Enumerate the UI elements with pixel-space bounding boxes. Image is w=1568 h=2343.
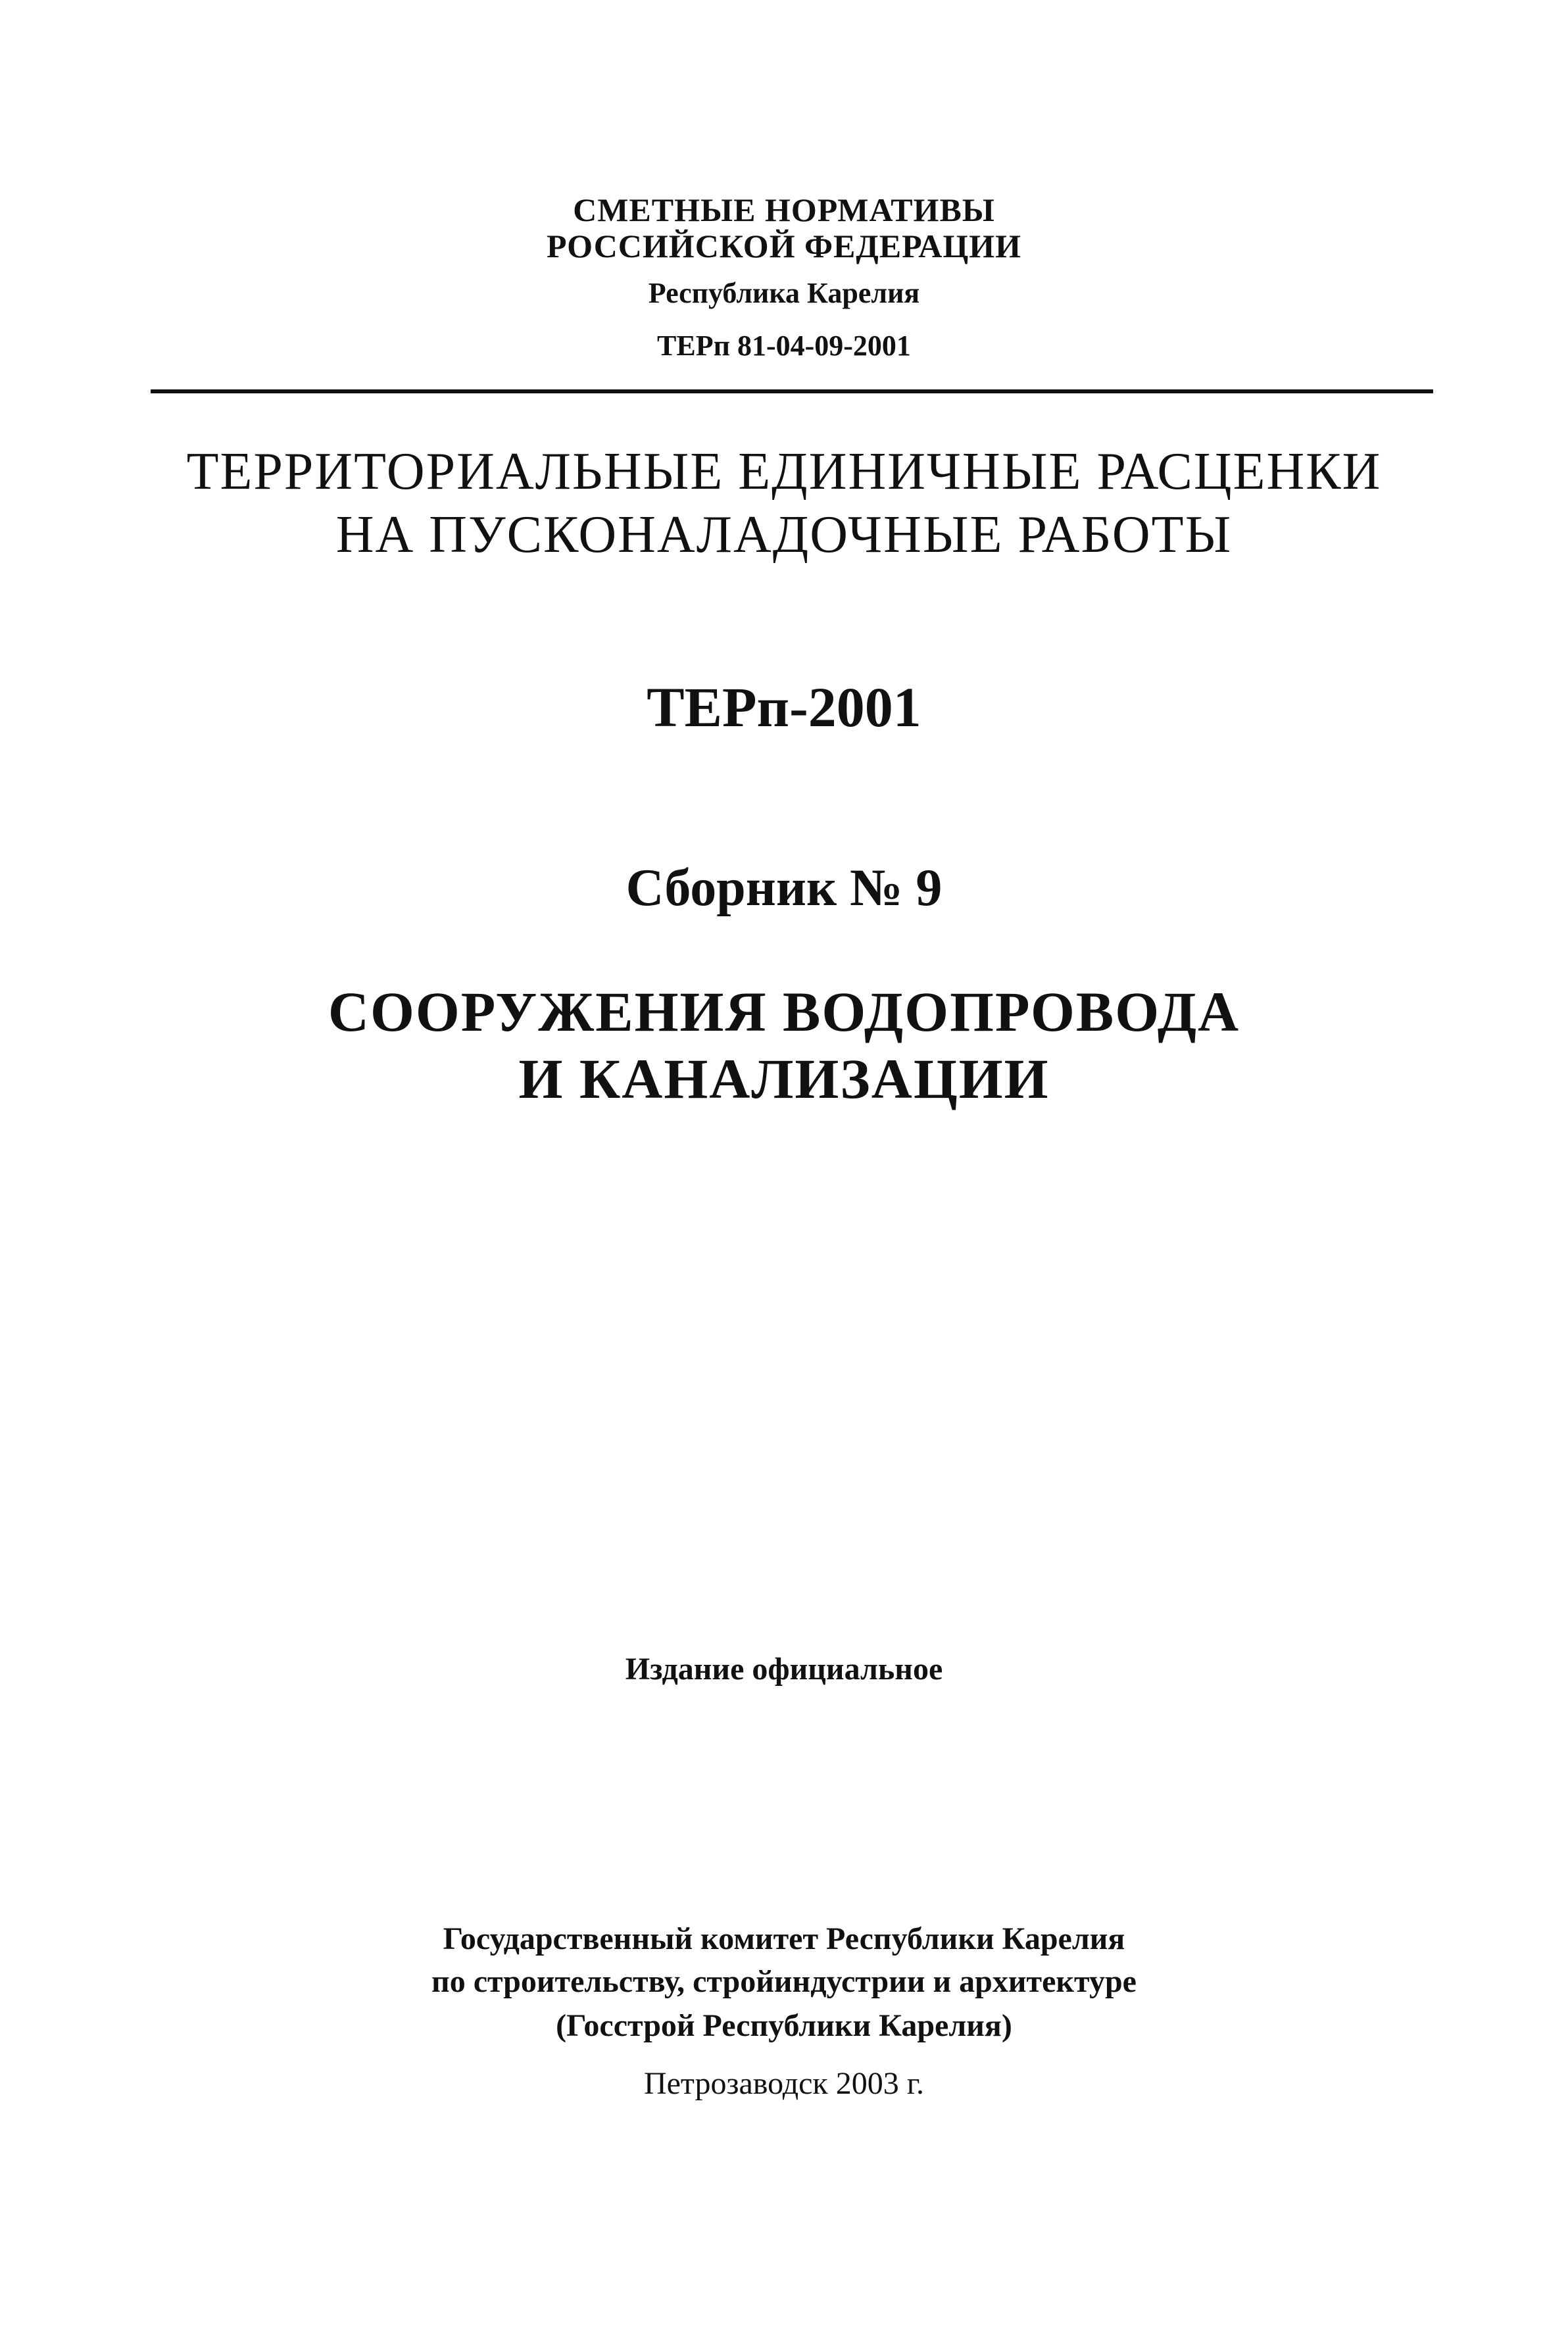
collection-name-line-2: И КАНАЛИЗАЦИИ — [518, 1047, 1050, 1110]
title-line-1: ТЕРРИТОРИАЛЬНЫЕ ЕДИНИЧНЫЕ РАСЦЕНКИ — [186, 443, 1382, 501]
header-divider — [151, 389, 1433, 393]
edition-note: Издание официальное — [625, 1652, 943, 1687]
place-year: Петрозаводск 2003 г. — [643, 2066, 925, 2101]
collection-number: Сборник № 9 — [625, 859, 943, 917]
header-document-code: ТЕРп 81-04-09-2001 — [657, 330, 911, 362]
header-line-2: РОССИЙСКОЙ ФЕДЕРАЦИИ — [546, 228, 1022, 264]
publisher-line-3: (Госстрой Республики Карелия) — [556, 2008, 1012, 2043]
header-line-1: СМЕТНЫЕ НОРМАТИВЫ — [573, 191, 995, 228]
collection-name-line-1: СООРУЖЕНИЯ ВОДОПРОВОДА — [328, 980, 1240, 1043]
title-line-2: НА ПУСКОНАЛАДОЧНЫЕ РАБОТЫ — [335, 506, 1233, 564]
publisher-line-1: Государственный комитет Республики Карелия — [443, 1921, 1125, 1956]
short-code: ТЕРп-2001 — [647, 676, 921, 739]
header-region: Республика Карелия — [648, 277, 920, 309]
publisher-line-2: по строительству, стройиндустрии и архитектуре — [431, 1964, 1137, 1999]
